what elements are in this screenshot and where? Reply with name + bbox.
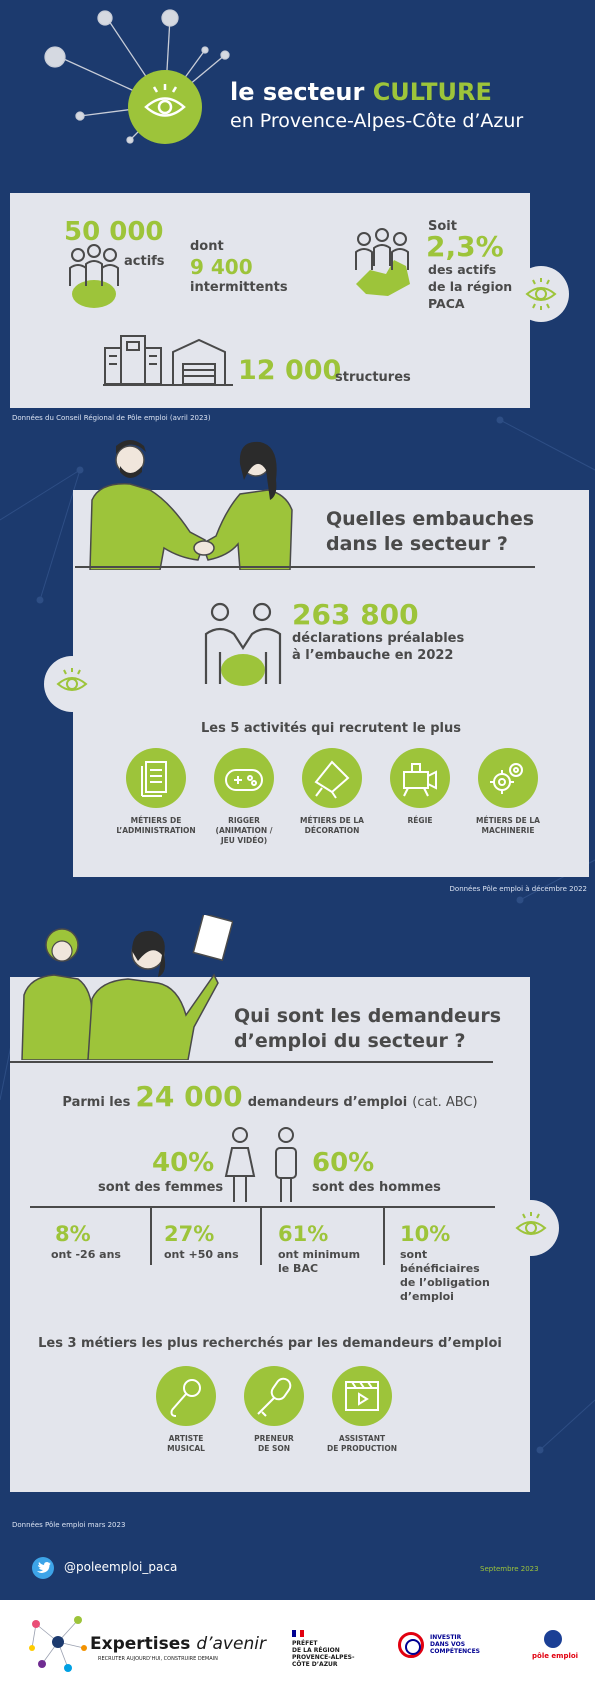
activity-label-1: RIGGER (ANIMATION / JEU VIDÉO) — [215, 816, 273, 845]
job-circle-2 — [332, 1366, 392, 1426]
twitter-bird-icon — [32, 1557, 54, 1579]
percent-label: des actifs de la région PACA — [428, 262, 513, 311]
source-note-2: Données Pôle emploi à décembre 2022 — [449, 885, 587, 893]
job-label-2: ASSISTANT DE PRODUCTION — [327, 1434, 397, 1453]
percent-number: 2,3% — [426, 230, 504, 263]
stat-label-1: ont +50 ans — [164, 1248, 239, 1261]
expertises-tagline: RECRUTER AUJOURD’HUI, CONSTRUIRE DEMAIN — [98, 1656, 218, 1662]
job-label-1: PRENEUR DE SON — [254, 1434, 294, 1453]
boom-mic-icon — [244, 1366, 304, 1426]
page-subtitle: en Provence-Alpes-Côte d’Azur — [230, 110, 524, 132]
eye-badge-2 — [44, 656, 100, 712]
source-note-3: Données Pôle emploi mars 2023 — [12, 1521, 126, 1529]
activity-label-2: MÉTIERS DE LA DÉCORATION — [300, 816, 364, 835]
structures-label: structures — [335, 370, 411, 385]
stats-separator-1 — [150, 1207, 152, 1265]
dont-label: dont — [190, 239, 224, 254]
intermittents-label: intermittents — [190, 280, 288, 295]
women-label: sont des femmes — [98, 1180, 224, 1195]
gears-icon — [478, 748, 538, 808]
stat-label-2: ont minimum le BAC — [278, 1248, 361, 1275]
men-label: sont des hommes — [312, 1180, 441, 1195]
structures-number: 12 000 — [238, 355, 342, 386]
people-illustration — [18, 915, 233, 1060]
eye-icon — [128, 70, 202, 144]
activities-title: Les 5 activités qui recrutent le plus — [200, 721, 462, 736]
job-label-0: ARTISTE MUSICAL — [167, 1434, 205, 1453]
social-handle[interactable]: @poleemploi_paca — [64, 1560, 178, 1574]
activity-label-4: MÉTIERS DE LA MACHINERIE — [476, 816, 540, 835]
investir-logo-circle — [398, 1632, 424, 1658]
men-percent: 60% — [312, 1148, 375, 1178]
stat-pct-0: 8% — [55, 1222, 91, 1246]
brand-italic: d’avenir — [196, 1634, 266, 1654]
eye-icon — [503, 1200, 559, 1256]
camera-icon — [390, 748, 450, 808]
publication-date: Septembre 2023 — [480, 1565, 539, 1573]
eye-icon — [513, 266, 569, 322]
buildings-icon — [103, 332, 233, 388]
stat-label-3: sont bénéficiaires de l’obligation d’emploi — [400, 1248, 490, 1303]
page-title — [230, 77, 492, 107]
marianne-flag — [292, 1630, 304, 1637]
expertises-brand — [90, 1634, 266, 1654]
hiring-people-icon — [200, 602, 286, 688]
paint-roller-icon — [302, 748, 362, 808]
job-circle-0 — [156, 1366, 216, 1426]
eye-icon — [44, 656, 100, 712]
hiring-number-label: déclarations préalables à l’embauche en 2022 — [292, 631, 465, 663]
jobseekers-title-underline — [10, 1061, 493, 1063]
gamepad-icon — [214, 748, 274, 808]
hiring-title-underline — [75, 566, 535, 568]
women-percent: 40% — [152, 1148, 215, 1178]
region-people-icon — [348, 226, 420, 302]
stats-separator-2 — [260, 1207, 262, 1265]
job-circle-1 — [244, 1366, 304, 1426]
intermittents-number: 9 400 — [190, 255, 253, 279]
soit-label: Soit — [428, 219, 457, 234]
stat-pct-3: 10% — [400, 1222, 451, 1246]
pole-emploi-logo-mark — [544, 1630, 562, 1648]
brand-name: Expertises — [90, 1634, 191, 1654]
activity-circle-1 — [214, 748, 274, 808]
gender-icons — [222, 1126, 308, 1204]
activity-label-3: RÉGIE — [407, 816, 433, 825]
activity-circle-3 — [390, 748, 450, 808]
activity-circle-2 — [302, 748, 362, 808]
hiring-title: Quelles embauches dans le secteur ? — [326, 508, 535, 555]
jobseekers-count-line — [10, 1080, 530, 1113]
header-eye-circle — [128, 70, 202, 144]
pole-emploi-logo-text: pôle emploi — [532, 1652, 579, 1660]
prefet-logo-text: PRÉFET DE LA RÉGION PROVENCE-ALPES- CÔTE D’AZUR — [292, 1640, 355, 1668]
twitter-icon[interactable] — [32, 1557, 54, 1579]
parmi-label: Parmi les — [62, 1095, 131, 1110]
actifs-number: 50 000 — [64, 217, 164, 247]
stat-pct-1: 27% — [164, 1222, 215, 1246]
cat-label: (cat. ABC) — [412, 1095, 478, 1110]
activity-circle-4 — [478, 748, 538, 808]
title-highlight: CULTURE — [372, 78, 492, 106]
stats-divider — [30, 1206, 495, 1208]
jobseekers-title: Qui sont les demandeurs d’emploi du secteur ? — [234, 1005, 502, 1052]
jobseekers-number-label: demandeurs d’emploi — [247, 1095, 408, 1110]
handshake-illustration — [80, 440, 300, 570]
stat-pct-2: 61% — [278, 1222, 329, 1246]
title-prefix: le secteur — [230, 78, 373, 106]
actifs-label: actifs — [124, 254, 165, 269]
activity-circle-0 — [126, 748, 186, 808]
eye-badge-1 — [513, 266, 569, 322]
footer — [0, 1600, 595, 1702]
jobseekers-number: 24 000 — [135, 1080, 243, 1113]
microphone-icon — [156, 1366, 216, 1426]
investir-logo-text: INVESTIR DANS VOS COMPÉTENCES — [430, 1634, 481, 1655]
jobs-title: Les 3 métiers les plus recherchés par les demandeurs d’emploi — [38, 1336, 502, 1351]
expertises-network-logo — [28, 1612, 90, 1674]
document-icon — [126, 748, 186, 808]
stats-separator-3 — [383, 1207, 385, 1265]
source-note-1: Données du Conseil Régional de Pôle emploi (avril 2023) — [12, 414, 211, 422]
eye-badge-3 — [503, 1200, 559, 1256]
stat-label-0: ont -26 ans — [51, 1248, 121, 1261]
people-group-icon — [64, 242, 124, 314]
hiring-number: 263 800 — [292, 598, 419, 631]
clapperboard-icon — [332, 1366, 392, 1426]
activity-label-0: MÉTIERS DE L’ADMINISTRATION — [116, 816, 196, 835]
